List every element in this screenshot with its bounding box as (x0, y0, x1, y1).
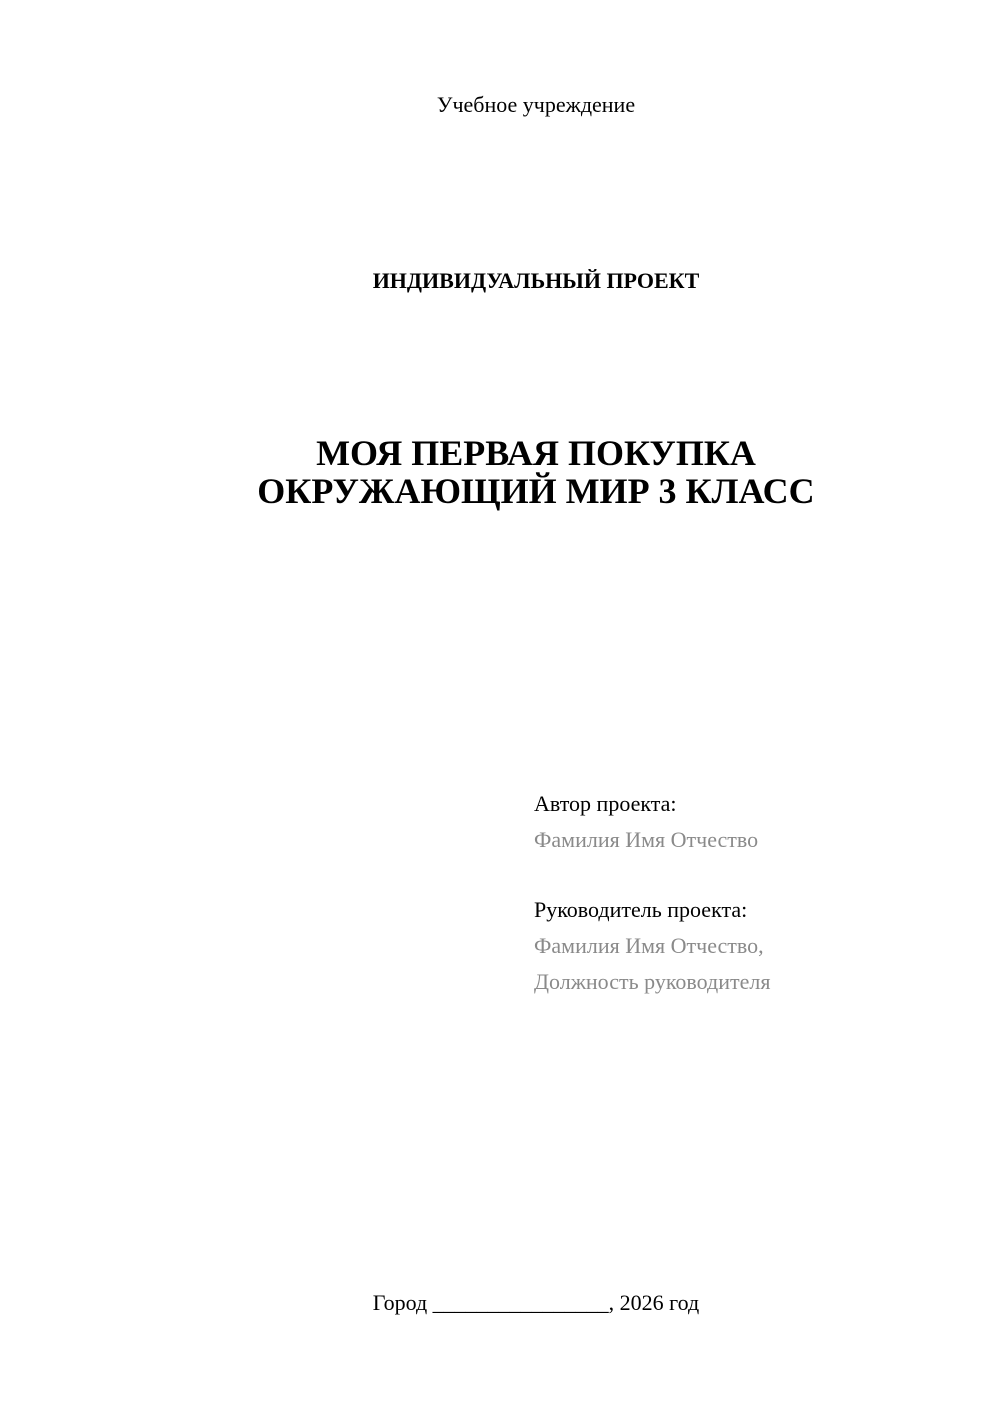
author-name: Фамилия Имя Отчество (534, 827, 759, 852)
document-type: ИНДИВИДУАЛЬНЫЙ ПРОЕКТ (372, 268, 700, 293)
city-year-line: Город ________________, 2026 год (372, 1290, 700, 1315)
supervisor-position: Должность руководителя (534, 969, 771, 994)
project-credits (534, 786, 974, 1000)
supervisor-label: Руководитель проекта: (534, 897, 748, 922)
project-title (0, 434, 1000, 510)
institution-name: Учебное учреждение (436, 92, 636, 117)
supervisor-name: Фамилия Имя Отчество, (534, 933, 764, 958)
project-title-line-2: ОКРУЖАЮЩИЙ МИР 3 КЛАСС (257, 471, 815, 511)
author-label: Автор проекта: (534, 791, 677, 816)
project-title-line-1: МОЯ ПЕРВАЯ ПОКУПКА (316, 433, 756, 473)
credits-spacer (534, 858, 974, 892)
